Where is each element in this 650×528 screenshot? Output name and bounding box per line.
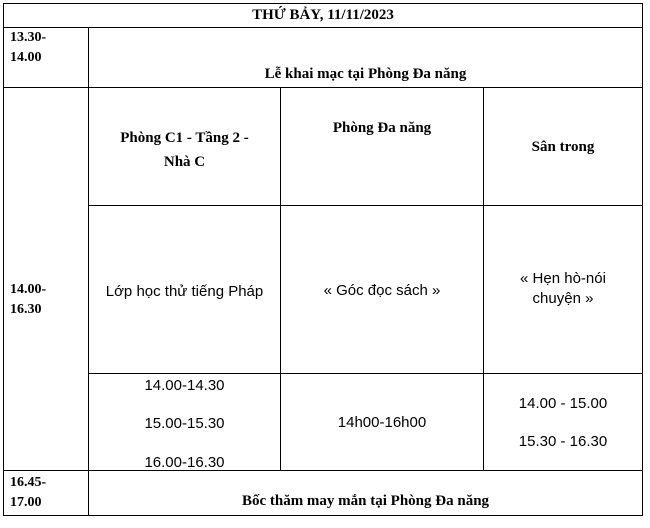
activities-time-cell xyxy=(3,87,89,471)
opening-event-text: Lễ khai mạc tại Phòng Đa năng xyxy=(264,66,467,82)
closing-time-end: 17.00 xyxy=(10,495,42,510)
activities-time-start: 14.00- xyxy=(10,282,47,297)
room-header-c1 xyxy=(88,87,281,206)
room-header-multipurpose xyxy=(280,87,484,206)
closing-event-cell xyxy=(88,470,643,516)
schedule-courtyard-slot: 15.30 - 16.30 xyxy=(518,433,608,450)
room-c1-name-line1: Phòng C1 - Tầng 2 - xyxy=(120,130,249,146)
schedule-courtyard-cell xyxy=(483,373,643,471)
schedule-c1-slot: 14.00-14.30 xyxy=(144,377,225,394)
schedule-multipurpose-slot: 14h00-16h00 xyxy=(337,414,427,431)
opening-time-end: 14.00 xyxy=(10,50,42,65)
room-courtyard-name: Sân trong xyxy=(531,139,595,155)
schedule-c1-slot: 16.00-16.30 xyxy=(144,454,225,471)
schedule-c1-slot: 15.00-15.30 xyxy=(144,415,225,432)
closing-event-text: Bốc thăm may mắn tại Phòng Đa năng xyxy=(241,493,490,509)
schedule-multipurpose-cell xyxy=(280,373,484,471)
opening-event-cell xyxy=(88,27,643,88)
opening-time-start: 13.30- xyxy=(10,30,47,45)
schedule-title xyxy=(3,3,643,28)
activity-multipurpose-text: « Góc đọc sách » xyxy=(323,282,441,299)
room-header-courtyard xyxy=(483,87,643,206)
room-multipurpose-name: Phòng Đa năng xyxy=(332,120,432,136)
activity-multipurpose-cell xyxy=(280,205,484,374)
schedule-c1-cell xyxy=(88,373,281,471)
activities-time-end: 16.30 xyxy=(10,302,42,317)
activity-courtyard-line1: « Hẹn hò-nói xyxy=(520,270,606,287)
schedule-courtyard-slot: 14.00 - 15.00 xyxy=(518,395,608,412)
room-c1-name-line2: Nhà C xyxy=(163,154,206,170)
activity-c1-text: Lớp học thử tiếng Pháp xyxy=(105,283,264,300)
closing-time-cell xyxy=(3,470,89,516)
closing-time-start: 16.45- xyxy=(10,475,47,490)
opening-time-cell xyxy=(3,27,89,88)
activity-courtyard-cell xyxy=(483,205,643,374)
schedule-title-text: THỨ BẢY, 11/11/2023 xyxy=(252,7,394,23)
activity-c1-cell xyxy=(88,205,281,374)
activity-courtyard-line2: chuyện » xyxy=(532,290,594,307)
